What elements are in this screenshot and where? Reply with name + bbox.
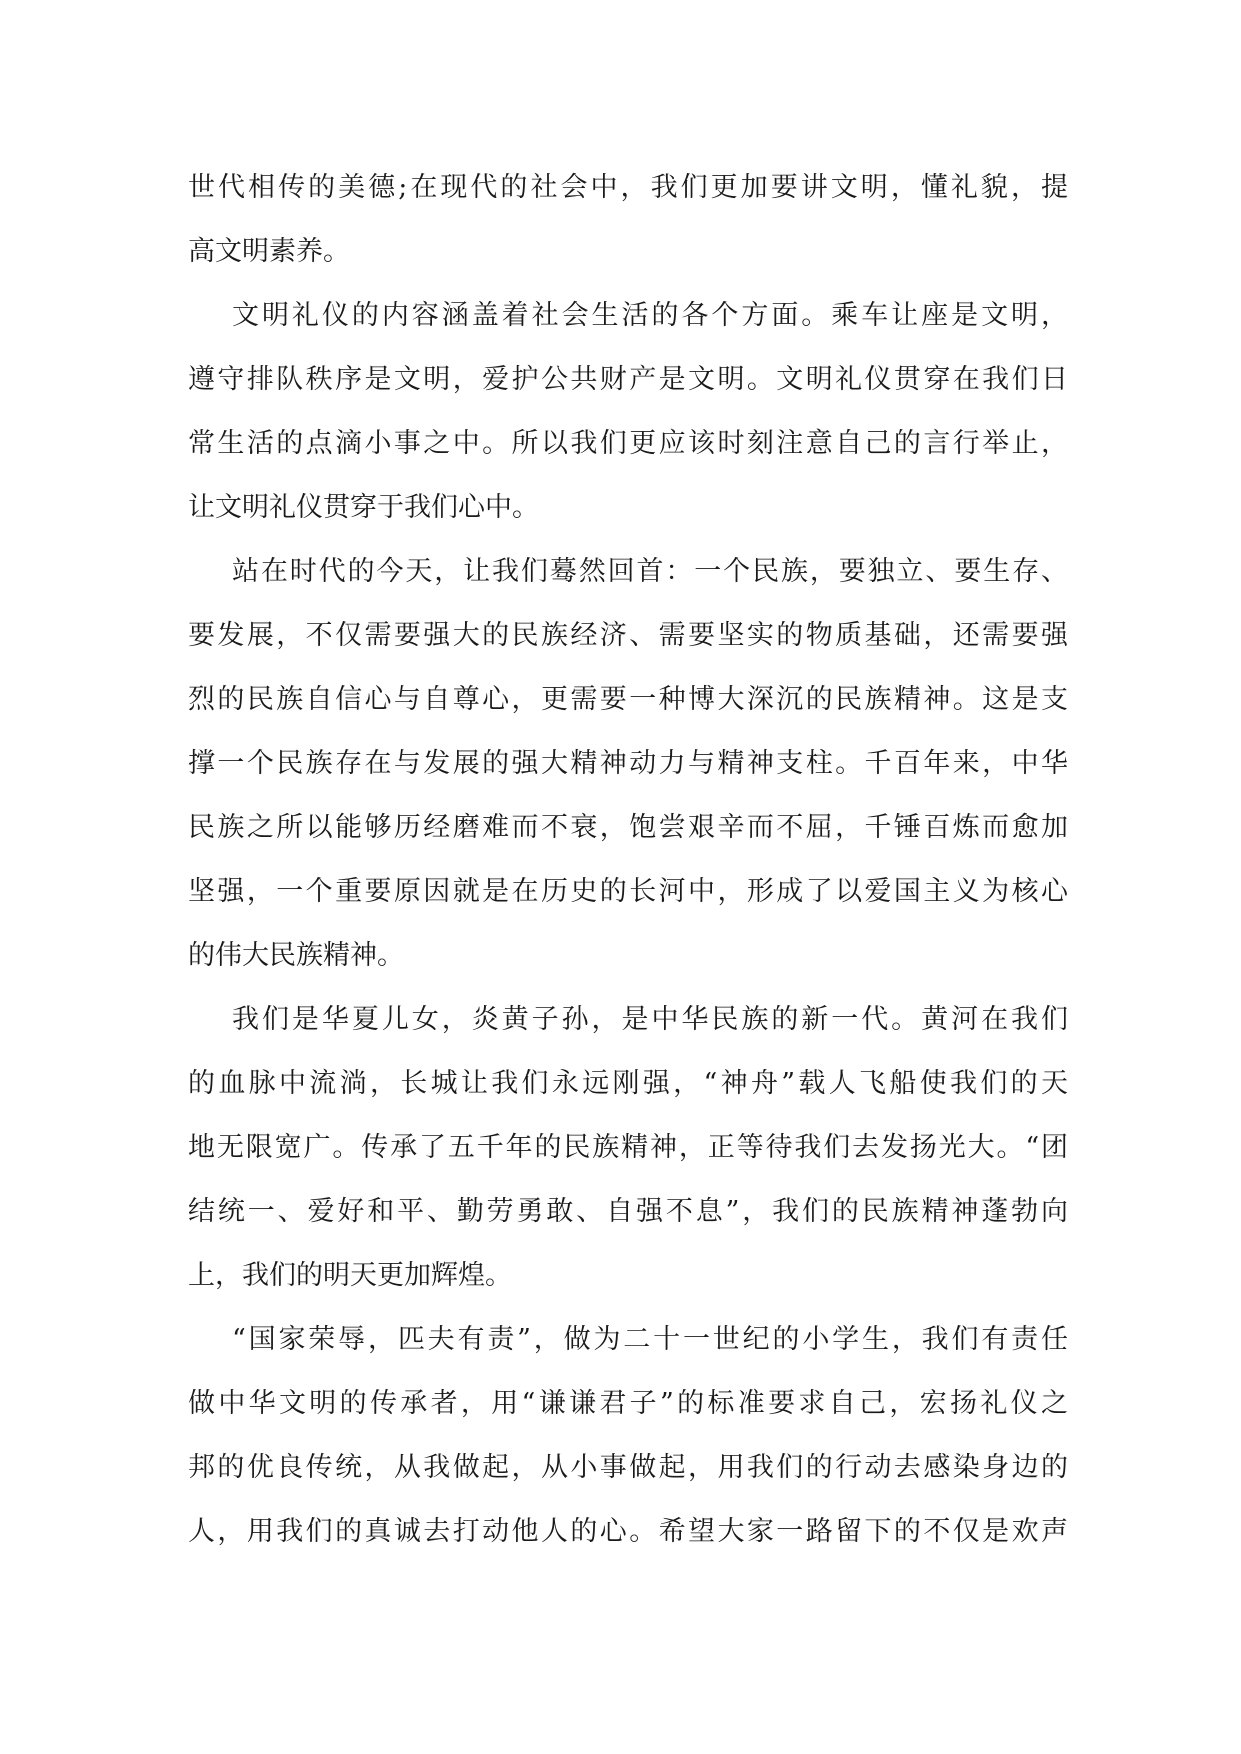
paragraph-line: 世代相传的美德;在现代的社会中，我们更加要讲文明，懂礼貌，提 xyxy=(188,172,1068,203)
paragraph-line: 让文明礼仪贯穿于我们心中。 xyxy=(188,492,539,523)
paragraph-line: 地无限宽广。传承了五千年的民族精神，正等待我们去发扬光大。“团 xyxy=(188,1132,1068,1163)
paragraph-line: 坚强，一个重要原因就是在历史的长河中，形成了以爱国主义为核心 xyxy=(188,876,1068,907)
paragraph-line: “国家荣辱，匹夫有责”，做为二十一世纪的小学生，我们有责任 xyxy=(232,1324,1068,1355)
paragraph-line: 上，我们的明天更加辉煌。 xyxy=(188,1260,512,1291)
paragraph-line: 高文明素养。 xyxy=(188,236,350,267)
paragraph-line: 结统一、爱好和平、勤劳勇敢、自强不息”，我们的民族精神蓬勃向 xyxy=(188,1196,1068,1227)
paragraph-line: 要发展，不仅需要强大的民族经济、需要坚实的物质基础，还需要强 xyxy=(188,620,1068,651)
paragraph-line: 邦的优良传统，从我做起，从小事做起，用我们的行动去感染身边的 xyxy=(188,1452,1068,1483)
paragraph-line: 文明礼仪的内容涵盖着社会生活的各个方面。乘车让座是文明， xyxy=(232,300,1068,331)
paragraph-line: 做中华文明的传承者，用“谦谦君子”的标准要求自己，宏扬礼仪之 xyxy=(188,1388,1068,1419)
paragraph-line: 烈的民族自信心与自尊心，更需要一种博大深沉的民族精神。这是支 xyxy=(188,684,1068,715)
paragraph-line: 的伟大民族精神。 xyxy=(188,940,404,971)
document-body xyxy=(188,156,1068,1564)
paragraph-line: 常生活的点滴小事之中。所以我们更应该时刻注意自己的言行举止， xyxy=(188,428,1068,459)
paragraph-line: 人，用我们的真诚去打动他人的心。希望大家一路留下的不仅是欢声 xyxy=(188,1516,1068,1547)
paragraph-line: 我们是华夏儿女，炎黄子孙，是中华民族的新一代。黄河在我们 xyxy=(232,1004,1068,1035)
paragraph-line: 民族之所以能够历经磨难而不衰，饱尝艰辛而不屈，千锤百炼而愈加 xyxy=(188,812,1068,843)
paragraph-line: 遵守排队秩序是文明，爱护公共财产是文明。文明礼仪贯穿在我们日 xyxy=(188,364,1068,395)
paragraph-line: 的血脉中流淌，长城让我们永远刚强，“神舟”载人飞船使我们的天 xyxy=(188,1068,1068,1099)
paragraph-line: 撑一个民族存在与发展的强大精神动力与精神支柱。千百年来，中华 xyxy=(188,748,1068,779)
paragraph-line: 站在时代的今天，让我们蓦然回首：一个民族，要独立、要生存、 xyxy=(232,556,1068,587)
